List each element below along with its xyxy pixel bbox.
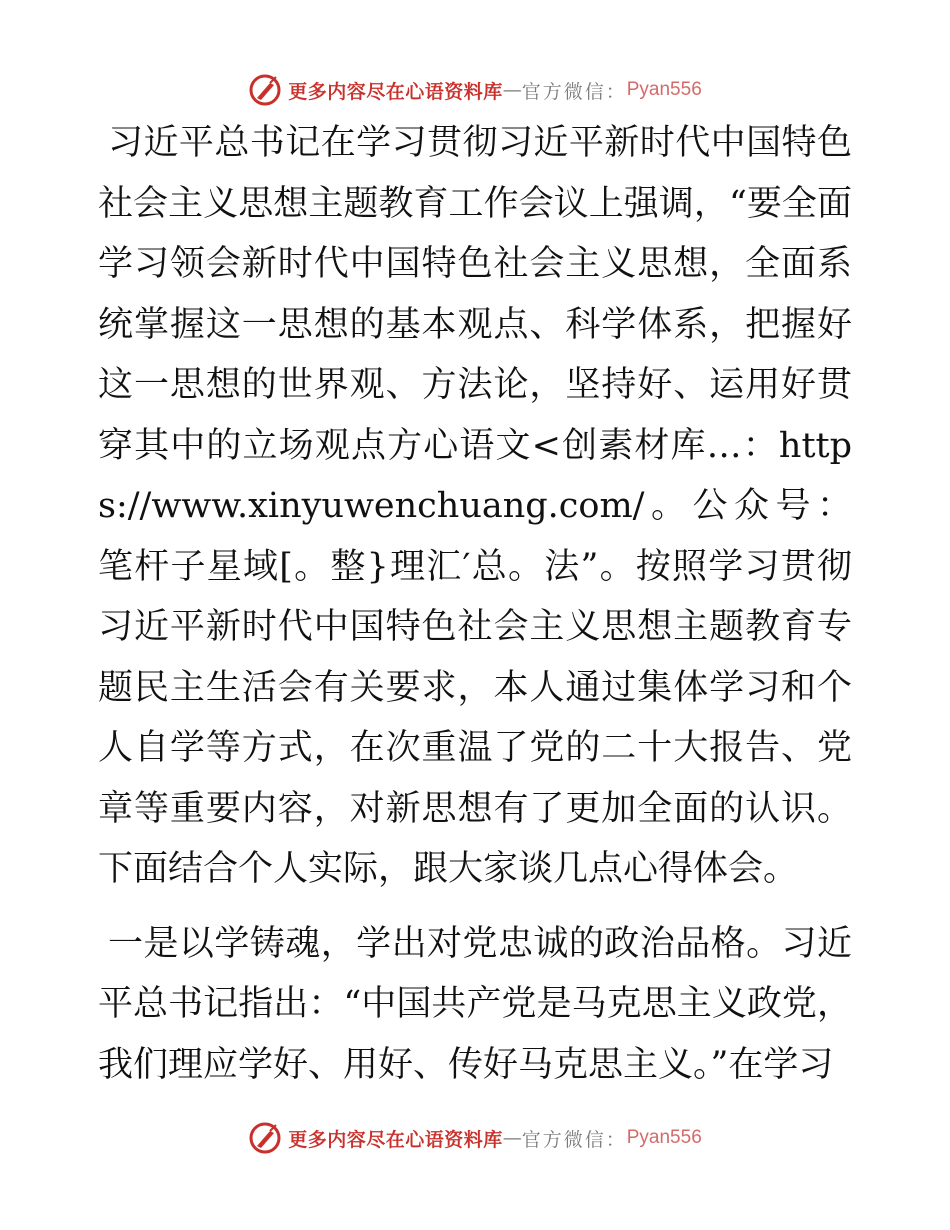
quill-pen-circle-icon — [248, 73, 282, 107]
watermark-main-text: 更多内容尽在心语资料库 — [288, 1128, 503, 1151]
footer-watermark — [0, 1118, 950, 1158]
paragraph-point-one: 一是以学铸魂，学出对党忠诚的政治品格。习近平总书记指出：“中国共产党是马克思主义政党，我们理应学好、用好、传好马克思主义。”在学习 — [98, 923, 852, 1085]
watermark-dash: — — [502, 79, 522, 101]
watermark-wechat-label: 官方微信： — [521, 1128, 627, 1151]
quill-pen-circle-icon — [248, 1121, 282, 1155]
header-watermark — [0, 70, 950, 110]
watermark-wechat-id: Pyan556 — [626, 79, 702, 100]
watermark-wechat-label: 官方微信： — [521, 80, 627, 103]
paragraph-intro: 习近平总书记在学习贯彻习近平新时代中国特色社会主义思想主题教育工作会议上强调，“要全面学习领会新时代中国特色社会主义思想，全面系统掌握这一思想的基本观点、科学体系，把握好这一思想的世界观、方法论，坚持好、运用好贯穿其中的立场观点方心语文<创素材库…：https://www.xinyuwenchuang.com/。公众号：笔杆子星域[。整}理汇′总。法”。按照学习贯彻习近平新时代中国特色社会主义思想主题教育专题民主生活会有关要求，本人通过集体学习和个人自学等方式，在次重温了党的二十大报告、党章等重要内容，对新思想有了更加全面的认识。下面结合个人实际，跟大家谈几点心得体会。 — [98, 123, 852, 889]
document-body — [98, 113, 852, 1095]
watermark-wechat-id: Pyan556 — [626, 1127, 702, 1148]
watermark-dash: — — [502, 1127, 522, 1149]
watermark-main-text: 更多内容尽在心语资料库 — [288, 80, 503, 103]
